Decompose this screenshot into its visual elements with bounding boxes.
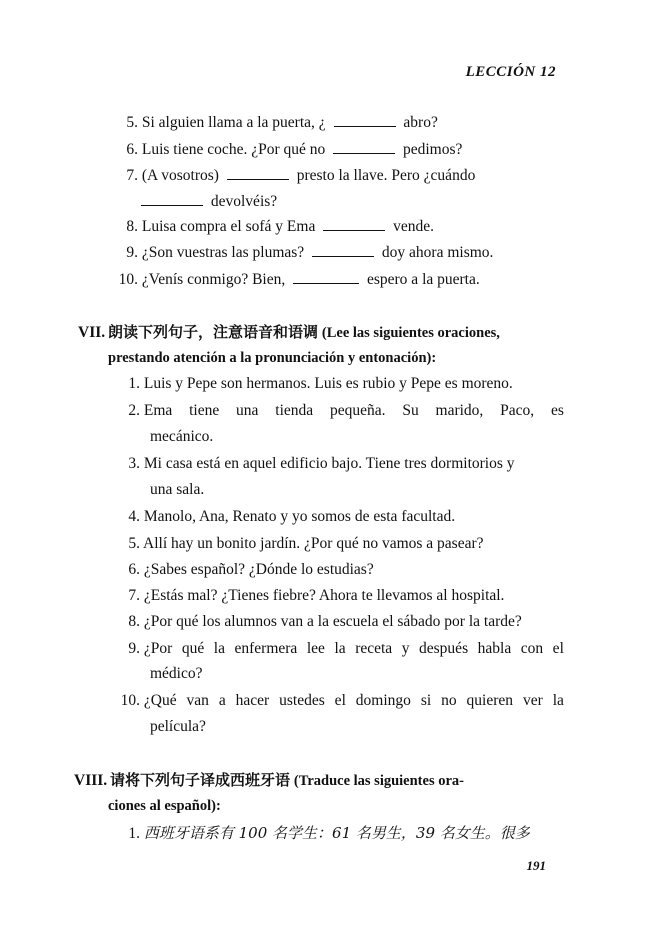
exercise-text-before: ¿Venís conmigo? Bien, (141, 271, 286, 288)
item-number: 10. (120, 692, 140, 709)
reading-item-8 (122, 612, 522, 632)
item-text: 西班牙语系有 100 名学生：61 名男生，39 名女生。很多 (143, 824, 530, 842)
item-text: ¿Por qué la enfermera lee la receta y después habla con el (143, 640, 564, 657)
reading-item-2-continuation: mecánico. (150, 428, 214, 445)
item-text: ¿Qué van a hacer ustedes el domingo si no quieren ver la (143, 692, 564, 709)
item-number: 3. (128, 455, 140, 472)
section-vii-heading (78, 322, 500, 343)
exercise-text-after: vende. (393, 218, 434, 235)
exercise-number: 6. (126, 141, 138, 158)
item-number: 1. (128, 375, 140, 392)
exercise-number: 9. (126, 244, 138, 261)
exercise-10 (110, 270, 480, 290)
section-viii-heading-line2: ciones al español): (108, 798, 221, 814)
exercise-text-after: espero a la puerta. (366, 271, 480, 288)
item-number: 5. (128, 535, 140, 552)
answer-blank (323, 218, 385, 231)
section-vii-heading-line2: prestando atención a la pronunciación y entonación): (108, 350, 437, 366)
item-number: 8. (128, 613, 140, 630)
answer-blank (227, 167, 289, 180)
item-text: Mi casa está en aquel edificio bajo. Tiene tres dormitorios y (143, 455, 515, 472)
reading-item-1 (122, 374, 513, 394)
exercise-5 (116, 113, 438, 133)
section-title-spanish: (Lee las siguientes oraciones, (321, 325, 500, 341)
exercise-text-before: Luis tiene coche. ¿Por qué no (141, 141, 326, 158)
section-title-chinese: 请将下列句子译成西班牙语 (110, 771, 291, 789)
item-text: Manolo, Ana, Renato y yo somos de esta facultad. (143, 508, 456, 525)
exercise-number: 10. (118, 271, 138, 288)
item-text: ¿Estás mal? ¿Tienes fiebre? Ahora te llevamos al hospital. (143, 587, 505, 604)
item-number: 9. (128, 640, 140, 657)
lesson-header: LECCIÓN 12 (465, 64, 556, 80)
reading-item-5 (122, 534, 484, 554)
answer-blank (293, 271, 359, 284)
exercise-8 (116, 217, 434, 237)
reading-item-4 (122, 507, 455, 527)
exercise-text-before: (A vosotros) (141, 167, 219, 184)
reading-item-9 (122, 639, 564, 659)
reading-item-9-continuation: médico? (150, 665, 203, 682)
exercise-text-before: Si alguien llama a la puerta, ¿ (141, 114, 326, 131)
item-number: 1. (128, 825, 140, 842)
exercise-number: 5. (126, 114, 138, 131)
item-text: Ema tiene una tienda pequeña. Su marido, Paco, es (143, 402, 564, 419)
reading-item-3-continuation: una sala. (150, 481, 205, 498)
reading-item-7 (122, 586, 504, 606)
reading-item-10 (110, 691, 564, 711)
section-title-chinese: 朗读下列句子，注意语音和语调 (108, 323, 319, 341)
answer-blank (312, 244, 374, 257)
answer-blank (333, 141, 395, 154)
exercise-number: 8. (126, 218, 138, 235)
item-text: ¿Por qué los alumnos van a la escuela el sábado por la tarde? (143, 613, 522, 630)
exercise-6 (116, 140, 462, 160)
item-number: 2. (128, 402, 140, 419)
translation-item-1 (122, 823, 530, 844)
item-number: 4. (128, 508, 140, 525)
exercise-9 (116, 243, 493, 263)
section-number: VII. (78, 324, 106, 341)
section-number: VIII. (74, 772, 108, 789)
item-number: 7. (128, 587, 140, 604)
reading-item-2 (122, 401, 570, 421)
item-text: Luis y Pepe son hermanos. Luis es rubio y Pepe es moreno. (143, 375, 513, 392)
exercise-text-after: devolvéis? (210, 193, 278, 210)
exercise-text-before: ¿Son vuestras las plumas? (141, 244, 305, 261)
answer-blank (334, 114, 396, 127)
reading-item-3 (122, 454, 515, 474)
exercise-text-after: presto la llave. Pero ¿cuándo (296, 167, 476, 184)
reading-item-10-continuation: película? (150, 718, 206, 735)
exercise-text-after: doy ahora mismo. (381, 244, 494, 261)
exercise-text-after: abro? (403, 114, 438, 131)
exercise-7 (116, 166, 475, 186)
answer-blank (141, 193, 203, 206)
exercise-number: 7. (126, 167, 138, 184)
exercise-text-before: Luisa compra el sofá y Ema (141, 218, 316, 235)
item-number: 6. (128, 561, 140, 578)
section-title-spanish: (Traduce las siguientes ora- (293, 773, 464, 789)
exercise-text-after: pedimos? (402, 141, 463, 158)
item-text: ¿Sabes español? ¿Dónde lo estudias? (143, 561, 374, 578)
reading-item-6 (122, 560, 374, 580)
page-number: 191 (526, 858, 546, 873)
exercise-7-continuation (141, 192, 277, 212)
item-text: Allí hay un bonito jardín. ¿Por qué no vamos a pasear? (143, 535, 484, 552)
section-viii-heading (74, 770, 464, 791)
